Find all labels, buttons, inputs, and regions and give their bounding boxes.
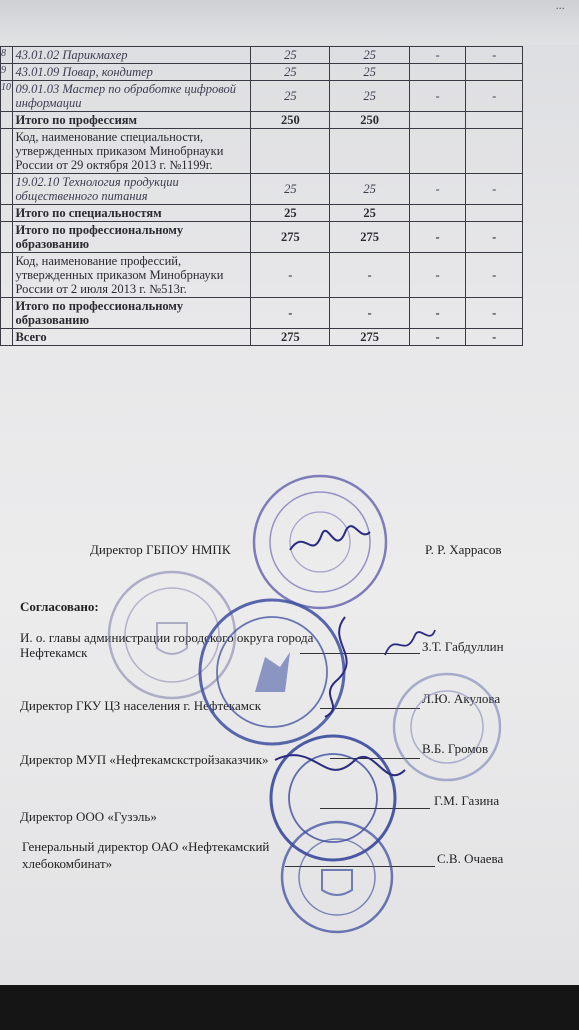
agreed-title-5: Генеральный директор ОАО «Нефтекамский хлебокомбинат» xyxy=(22,839,270,871)
table-cell-d: - xyxy=(466,222,523,253)
table-cell-idx: 9 xyxy=(1,64,13,81)
table-cell-d xyxy=(466,64,523,81)
table-row xyxy=(1,129,523,174)
table-cell-name: 43.01.02 Парикмахер xyxy=(13,47,251,64)
table-cell-idx xyxy=(1,174,13,205)
table-cell-c xyxy=(409,112,466,129)
table-cell-a: - xyxy=(251,253,330,298)
table-cell-a: 250 xyxy=(251,112,330,129)
table-cell-c xyxy=(409,64,466,81)
table-cell-name: Итого по профессиям xyxy=(13,112,251,129)
table-cell-a: 25 xyxy=(251,174,330,205)
table-cell-name: Итого по специальностям xyxy=(13,205,251,222)
table-row xyxy=(1,253,523,298)
table-row xyxy=(1,329,523,346)
table-cell-b xyxy=(330,129,409,174)
table-cell-a: - xyxy=(251,298,330,329)
table-row xyxy=(1,112,523,129)
table-cell-d: - xyxy=(466,298,523,329)
table-cell-c: - xyxy=(409,329,466,346)
table-cell-b: 250 xyxy=(330,112,409,129)
table-cell-a: 25 xyxy=(251,81,330,112)
table-cell-b: - xyxy=(330,253,409,298)
table-cell-idx xyxy=(1,222,13,253)
table-cell-idx xyxy=(1,298,13,329)
table-cell-c: - xyxy=(409,222,466,253)
table-row xyxy=(1,222,523,253)
table-cell-d xyxy=(466,205,523,222)
agreed-name-3: В.Б. Громов xyxy=(422,741,489,756)
agreed-name-4: Г.М. Газина xyxy=(434,793,500,808)
table-cell-b: - xyxy=(330,298,409,329)
agreed-title-2: Директор ГКУ ЦЗ населения г. Нефтекамск xyxy=(20,698,262,713)
signature-mark xyxy=(380,620,440,665)
table-cell-name: 43.01.09 Повар, кондитер xyxy=(13,64,251,81)
table-cell-name: Итого по профессиональному образованию xyxy=(13,222,251,253)
table-cell-idx xyxy=(1,329,13,346)
table-cell-idx xyxy=(1,253,13,298)
table-cell-name: Всего xyxy=(13,329,251,346)
table-cell-c xyxy=(409,129,466,174)
table-cell-b: 25 xyxy=(330,47,409,64)
table-cell-a: 25 xyxy=(251,205,330,222)
agreed-heading: Согласовано: xyxy=(20,599,99,614)
employment-center-seal xyxy=(195,597,350,747)
table-row xyxy=(1,64,523,81)
table-cell-b: 25 xyxy=(330,64,409,81)
table-cell-a: 275 xyxy=(251,329,330,346)
director-title: Директор ГБПОУ НМПК xyxy=(90,542,231,557)
table-cell-d xyxy=(466,129,523,174)
agreed-name-1: З.Т. Габдуллин xyxy=(422,639,504,654)
table-cell-d: - xyxy=(466,81,523,112)
table-cell-d: - xyxy=(466,253,523,298)
table-cell-c: - xyxy=(409,253,466,298)
table-cell-b: 275 xyxy=(330,222,409,253)
table-row xyxy=(1,298,523,329)
bread-factory-seal xyxy=(262,820,412,935)
specialties-table xyxy=(0,46,523,346)
table-cell-idx: 8 xyxy=(1,47,13,64)
corner-mark: ... xyxy=(556,0,565,12)
table-cell-a xyxy=(251,129,330,174)
agreed-name-5: С.В. Очаева xyxy=(437,851,504,866)
table-cell-c: - xyxy=(409,81,466,112)
table-cell-a: 275 xyxy=(251,222,330,253)
agreed-title-1: И. о. главы администрации городского округа города Нефтекамск xyxy=(20,630,314,660)
agreed-title-4: Директор ООО «Гузэль» xyxy=(20,809,157,824)
table-cell-d: - xyxy=(466,329,523,346)
table-cell-a: 25 xyxy=(251,47,330,64)
table-cell-a: 25 xyxy=(251,64,330,81)
table-row xyxy=(1,205,523,222)
table-row xyxy=(1,47,523,64)
table-row xyxy=(1,81,523,112)
table-cell-c: - xyxy=(409,174,466,205)
table-cell-d xyxy=(466,112,523,129)
table-cell-idx xyxy=(1,205,13,222)
table-cell-d: - xyxy=(466,47,523,64)
table-cell-idx xyxy=(1,129,13,174)
table-cell-b: 25 xyxy=(330,81,409,112)
table-cell-idx: 10 xyxy=(1,81,13,112)
table-cell-c xyxy=(409,205,466,222)
table-cell-name: 19.02.10 Технология продукции общественного питания xyxy=(13,174,251,205)
director-name: Р. Р. Харрасов xyxy=(425,542,502,557)
college-seal xyxy=(250,472,390,612)
table-cell-name: Код, наименование специальности, утвержденных приказом Минобрнауки России от 29 октября 2013 г. №1199г. xyxy=(13,129,251,174)
page-top-edge xyxy=(0,0,579,45)
table-cell-b: 25 xyxy=(330,205,409,222)
table-cell-name: Код, наименование профессий, утвержденных приказом Минобрнауки России от 2 июля 2013 г. №513г. xyxy=(13,253,251,298)
dark-background xyxy=(0,985,579,1030)
table-cell-idx xyxy=(1,112,13,129)
agreed-title-3: Директор МУП «Нефтекамскстройзаказчик» xyxy=(20,752,269,767)
table-cell-c: - xyxy=(409,298,466,329)
table-cell-name: Итого по профессиональному образованию xyxy=(13,298,251,329)
table-cell-name: 09.01.03 Мастер по обработке цифровой информации xyxy=(13,81,251,112)
table-cell-b: 275 xyxy=(330,329,409,346)
table-cell-b: 25 xyxy=(330,174,409,205)
table-row xyxy=(1,174,523,205)
table-cell-c: - xyxy=(409,47,466,64)
table-cell-d: - xyxy=(466,174,523,205)
agreed-name-2: Л.Ю. Акулова xyxy=(422,691,501,706)
